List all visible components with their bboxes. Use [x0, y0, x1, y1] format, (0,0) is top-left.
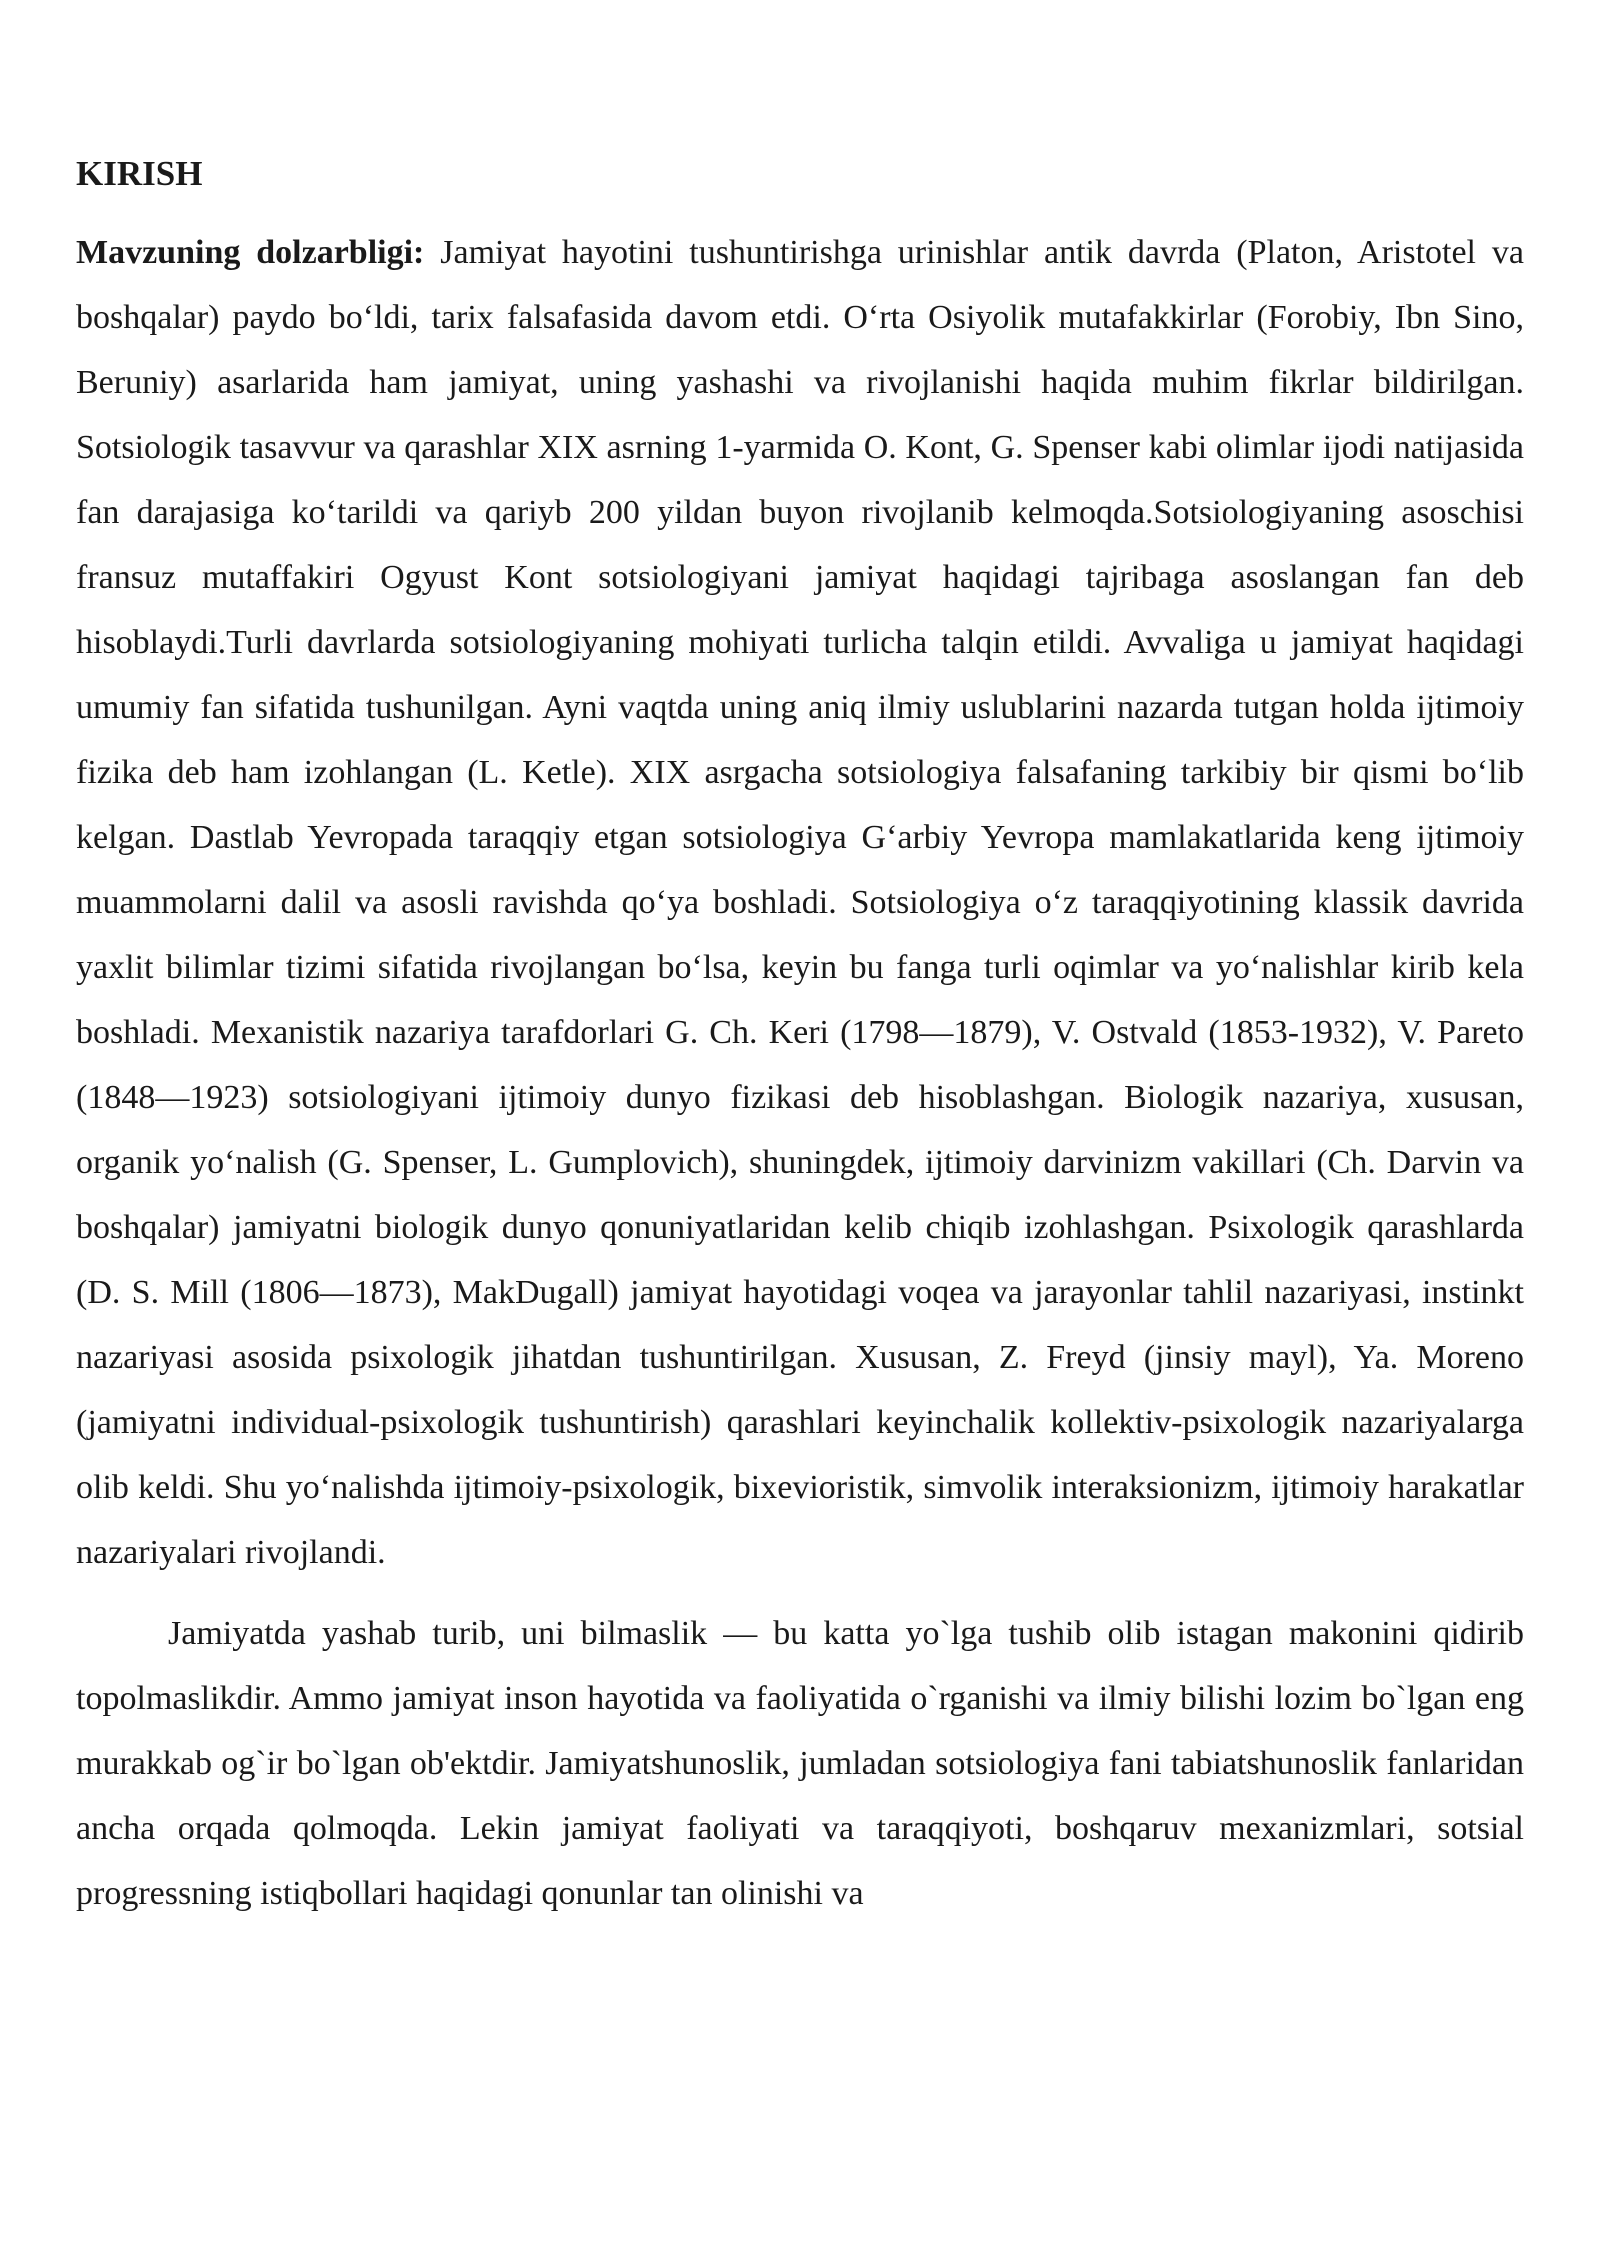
- paragraph-lead: Mavzuning dolzarbligi:: [76, 234, 425, 271]
- paragraph-body: Jamiyatda yashab turib, uni bilmaslik — bu katta yo`lga tushib olib istagan makonini qidirib topolmaslikdir. Ammo jamiyat inson hayotida va faoliyatida o`rganishi va ilmiy bilishi lozim bo`lgan eng murakkab og`ir bo`lgan ob'ektdir. Jamiyatshunoslik, jumladan sotsiologiya fani tabiatshunoslik fanlaridan ancha orqada qolmoqda. Lekin jamiyat faoliyati va taraqqiyoti, boshqaruv mexanizmlari, sotsial progressning istiqbollari haqidagi qonunlar tan olinishi va: [76, 1615, 1524, 1912]
- document-page: [76, 150, 1524, 1926]
- section-heading: KIRISH: [76, 154, 203, 193]
- paragraph-body: Jamiyat hayotini tushuntirishga urinishlar antik davrda (Platon, Aristotel va boshqalar) paydo bo‘ldi, tarix falsafasida davom etdi. O‘rta Osiyolik mutafakkirlar (Forobiy, Ibn Sino, Beruniy) asarlarida ham jamiyat, uning yashashi va rivojlanishi haqida muhim fikrlar bildirilgan. Sotsiologik tasavvur va qarashlar XIX asrning 1-yarmida O. Kont, G. Spenser kabi olimlar ijodi natijasida fan darajasiga ko‘tarildi va qariyb 200 yildan buyon rivojlanib kelmoqda.Sotsiologiyaning asoschisi fransuz mutaffakiri Ogyust Kont sotsiologiyani jamiyat haqidagi tajribaga asoslangan fan deb hisoblaydi.Turli davrlarda sotsiologiyaning mohiyati turlicha talqin etildi. Avvaliga u jamiyat haqidagi umumiy fan sifatida tushunilgan. Ayni vaqtda uning aniq ilmiy uslublarini nazarda tutgan holda ijtimoiy fizika deb ham izohlangan (L. Ketle). XIX asrgacha sotsiologiya falsafaning tarkibiy bir qismi bo‘lib kelgan. Dastlab Yevropada taraqqiy etgan sotsiologiya G‘arbiy Yevropa mamlakatlarida keng ijtimoiy muammolarni dalil va asosli ravishda qo‘ya boshladi. Sotsiologiya o‘z taraqqiyotining klassik davrida yaxlit bilimlar tizimi sifatida rivojlangan bo‘lsa, keyin bu fanga turli oqimlar va yo‘nalishlar kirib kela boshladi. Mexanistik nazariya tarafdorlari G. Ch. Keri (1798—1879), V. Ostvald (1853-1932), V. Pareto (1848—1923) sotsiologiyani ijtimoiy dunyo fizikasi deb hisoblashgan. Biologik nazariya, xususan, organik yo‘nalish (G. Spenser, L. Gumplovich), shuningdek, ijtimoiy darvinizm vakillari (Ch. Darvin va boshqalar) jamiyatni biologik dunyo qonuniyatlaridan kelib chiqib izohlashgan. Psixologik qarashlarda (D. S. Mill (1806—1873), MakDugall) jamiyat hayotidagi voqea va jarayonlar tahlil nazariyasi, instinkt nazariyasi asosida psixologik jihatdan tushuntirilgan. Xususan, Z. Freyd (jinsiy mayl), Ya. Moreno (jamiyatni individual-psixologik tushuntirish) qarashlari keyinchalik kollektiv-psixologik nazariyalarga olib keldi. Shu yo‘nalishda ijtimoiy-psixologik, bixevioristik, simvolik interaksionizm, ijtimoiy harakatlar nazariyalari rivojlandi.: [76, 234, 1524, 1571]
- paragraph-society: [76, 1601, 1524, 1926]
- paragraph-relevance: [76, 220, 1524, 1585]
